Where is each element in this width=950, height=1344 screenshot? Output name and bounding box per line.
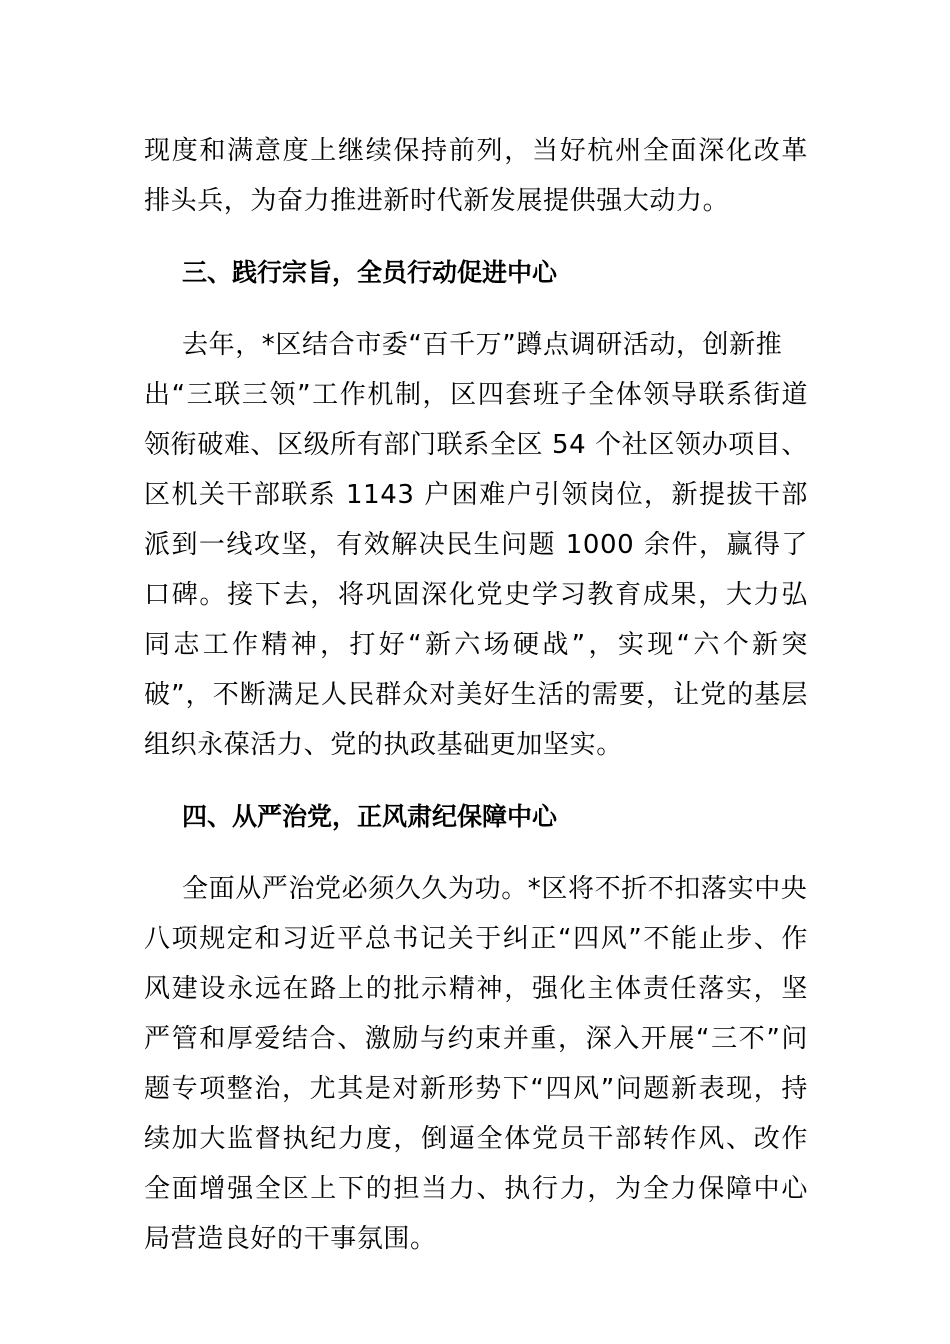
section-3 [144,248,808,770]
paragraph-line: 区机关干部联系 1143 户困难户引领岗位，新提拔干部 [144,480,808,510]
paragraph-line: 现度和满意度上继续保持前列，当好杭州全面深化改革 [144,136,808,166]
paragraph-line: 局营造良好的干事氛围。 [144,1224,437,1254]
paragraph-line: 全面增强全区上下的担当力、执行力，为全力保障中心 [144,1174,808,1204]
paragraph-line: 领衔破难、区级所有部门联系全区 54 个社区领办项目、 [144,430,808,460]
paragraph-line: 口碑。接下去，将巩固深化党史学习教育成果，大力弘 [144,580,808,610]
paragraph-line: 排头兵，为奋力推进新时代新发展提供强大动力。 [144,186,730,216]
section-2-tail [144,126,808,226]
paragraph-line: 同志工作精神，打好“新六场硬战”，实现“六个新突 [144,630,808,660]
paragraph-line: 严管和厚爱结合、激励与约束并重，深入开展“三不”问 [144,1024,808,1054]
paragraph-line: 续加大监督执纪力度，倒逼全体党员干部转作风、改作 [144,1124,808,1154]
paragraph-line: 破”，不断满足人民群众对美好生活的需要，让党的基层 [144,680,808,710]
section-heading: 三、践行宗旨，全员行动促进中心 [182,258,558,287]
document-page [144,126,808,1264]
paragraph-line: 组织永葆活力、党的执政基础更加坚实。 [144,730,623,760]
paragraph-line: 全面从严治党必须久久为功。*区将不折不扣落实中央 [182,874,808,904]
paragraph-line: 派到一线攻坚，有效解决民生问题 1000 余件，赢得了 [144,530,808,560]
paragraph-line: 出“三联三领”工作机制，区四套班子全体领导联系街道 [144,380,808,410]
section-heading: 四、从严治党，正风肃纪保障中心 [182,802,558,831]
paragraph-line: 八项规定和习近平总书记关于纠正“四风”不能止步、作 [144,924,808,954]
paragraph-line: 题专项整治，尤其是对新形势下“四风”问题新表现，持 [144,1074,808,1104]
paragraph-line: 去年，*区结合市委“百千万”蹲点调研活动，创新推 [182,330,783,360]
section-4 [144,792,808,1264]
paragraph-line: 风建设永远在路上的批示精神，强化主体责任落实，坚 [144,974,808,1004]
